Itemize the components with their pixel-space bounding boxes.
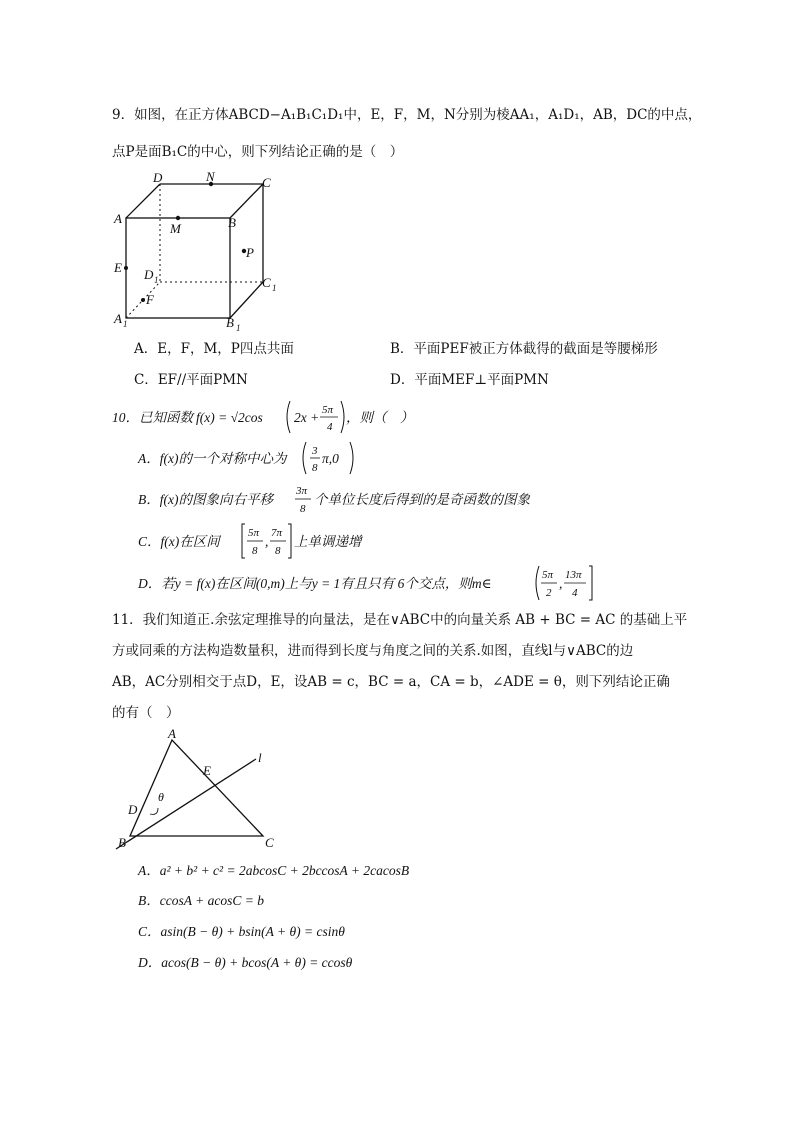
q9-stem-line-1: 9．如图，在正方体ABCD−A₁B₁C₁D₁中，E，F，M，N分别为棱AA₁，A₁D₁，AB，DC的中点， xyxy=(112,107,702,123)
q9-cube-figure xyxy=(108,170,288,332)
label-B1-sub: 1 xyxy=(236,323,241,332)
q11-stem-line-3: AB，AC分别相交于点D，E，设AB = c，BC = a，CA = b，∠ADE = θ，则下列结论正确 xyxy=(112,674,670,690)
label-A: A xyxy=(114,211,122,226)
q10-option-b-text: B．f(x)的图象向右平移 xyxy=(138,492,273,507)
label-N: N xyxy=(206,170,215,184)
q10-stem xyxy=(108,397,438,437)
q9-option-a: A．E，F，M，P四点共面 xyxy=(134,341,294,357)
label-E: E xyxy=(114,260,122,275)
q10-option-b-den: 8 xyxy=(300,503,306,515)
q10-option-d-num1: 5π xyxy=(542,569,554,581)
q11-option-d: D．acos(B − θ) + bcos(A + θ) = ccosθ xyxy=(138,955,353,970)
q10-option-a xyxy=(134,438,394,478)
svg-text:,: , xyxy=(559,576,563,591)
label-C: C xyxy=(262,175,271,190)
q10-function: f(x) = √2cos xyxy=(196,410,263,425)
q10-arg: 2x + xyxy=(294,410,320,425)
q9-option-b: B．平面PEF被正方体截得的截面是等腰梯形 xyxy=(390,341,658,357)
label-D: D xyxy=(153,170,163,185)
q11-stem-line-4: 的有（ ） xyxy=(112,705,180,721)
q10-option-d-den2: 4 xyxy=(572,587,578,599)
q10-option-a-text: A．f(x)的一个对称中心为 xyxy=(138,451,287,466)
q10-frac-num: 5π xyxy=(322,404,334,416)
q10-option-d-num2: 13π xyxy=(565,569,582,581)
tri-label-C: C xyxy=(265,835,274,850)
q9-option-d: D．平面MEF⊥平面PMN xyxy=(390,372,549,388)
q10-option-c-den1: 8 xyxy=(252,545,258,557)
q9-option-c: C．EF//平面PMN xyxy=(134,372,248,388)
label-M: M xyxy=(170,221,181,236)
tri-label-D: D xyxy=(128,802,138,817)
q10-frac-den: 4 xyxy=(327,421,333,433)
q11-option-b: B．ccosA + acosC = b xyxy=(138,893,264,908)
q10-stem-suffix: ，则（ ） xyxy=(346,410,414,425)
label-B1: B xyxy=(226,315,234,330)
q11-triangle-figure xyxy=(108,728,288,852)
q10-option-b-num: 3π xyxy=(296,485,308,497)
q10-option-c-tail: 上单调递增 xyxy=(294,534,362,549)
q10-option-c-num1: 5π xyxy=(248,527,260,539)
q11-option-c: C．asin(B − θ) + bsin(A + θ) = csinθ xyxy=(138,924,345,939)
q10-option-d xyxy=(134,563,614,603)
q10-option-a-tail: π,0 xyxy=(322,451,339,466)
label-A1-sub: 1 xyxy=(123,319,128,329)
q9-stem-line-2: 点P是面B₁C的中心，则下列结论正确的是（ ） xyxy=(112,144,404,160)
q10-option-c-den2: 8 xyxy=(275,545,281,557)
q10-option-c xyxy=(134,521,394,561)
label-C1: C xyxy=(262,275,271,290)
q11-option-a: A．a² + b² + c² = 2abcosC + 2bccosA + 2cacosB xyxy=(138,863,410,878)
tri-label-theta: θ xyxy=(158,790,164,804)
q10-option-b xyxy=(134,479,574,519)
q10-option-a-num: 3 xyxy=(312,445,318,457)
tri-label-A: A xyxy=(168,728,176,741)
label-F: F xyxy=(146,292,154,307)
q10-option-c-text: C．f(x)在区间 xyxy=(138,534,220,549)
label-P: P xyxy=(246,245,254,260)
q10-option-c-num2: 7π xyxy=(271,527,283,539)
q11-stem-line-1: 11．我们知道正.余弦定理推导的向量法，是在∨ABC中的向量关系 AB + BC = AC 的基础上平 xyxy=(112,612,688,628)
q10-option-b-tail: 个单位长度后得到的是奇函数的图象 xyxy=(314,492,530,507)
q10-stem-prefix: 10．已知函数 xyxy=(112,410,193,425)
q10-option-d-den1: 2 xyxy=(546,587,552,599)
tri-label-E: E xyxy=(203,763,211,778)
label-D1: D xyxy=(144,267,154,282)
svg-text:,: , xyxy=(265,534,269,549)
tri-label-B: B xyxy=(118,835,126,850)
q11-stem-line-2: 方或同乘的方法构造数量积，进而得到长度与角度之间的关系.如图，直线l与∨ABC的边 xyxy=(112,643,634,659)
label-D1-sub: 1 xyxy=(154,275,159,285)
label-A1: A xyxy=(114,311,122,326)
tri-label-l: l xyxy=(258,750,262,765)
q10-option-a-den: 8 xyxy=(312,462,318,474)
q10-option-d-text: D．若y = f(x)在区间(0,m)上与y = 1有且只有 6个交点，则m∈ xyxy=(138,576,492,591)
label-C1-sub: 1 xyxy=(272,283,277,293)
label-B: B xyxy=(228,215,236,230)
